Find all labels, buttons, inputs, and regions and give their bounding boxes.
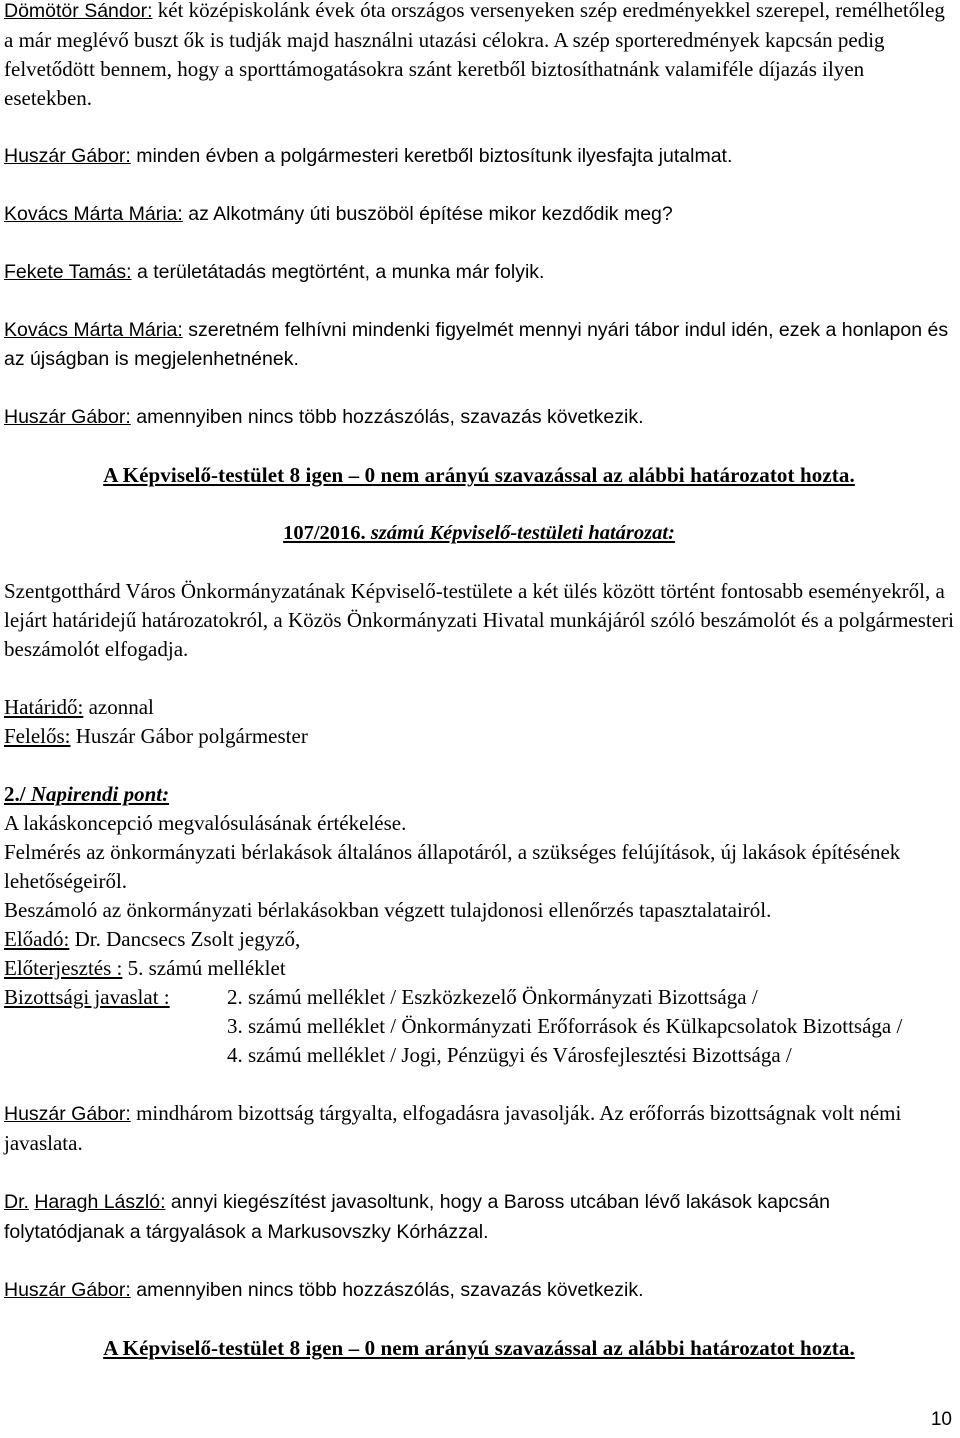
speaker-name: Fekete Tamás: <box>4 261 132 283</box>
paragraph-kovacs-1 <box>4 200 954 229</box>
agenda-committee <box>4 983 954 1012</box>
decision-number: 107/2016. <box>283 522 366 544</box>
paragraph-huszar-4 <box>4 1276 954 1305</box>
speaker-name: Kovács Márta Mária: <box>4 203 183 225</box>
speaker-name: Huszár Gábor: <box>4 406 131 428</box>
responsible-value: Huszár Gábor polgármester <box>70 724 308 748</box>
speech-text: szeretném felhívni mindenki figyelmét mennyi nyári tábor indul idén, ezek a honlapon és az újságban is megjelenhetnének. <box>4 319 949 370</box>
speech-text: mindhárom bizottság tárgyalta, elfogadásra javasolják. Az erőforrás bizottságnak volt némi javaslata. <box>4 1101 902 1155</box>
committee-item-1: 2. számú melléklet / Eszközkezelő Önkormányzati Bizottsága / <box>227 985 758 1009</box>
submission-label: Előterjesztés : <box>4 956 123 980</box>
speaker-name: Kovács Márta Mária: <box>4 319 183 341</box>
agenda-line-3: Beszámoló az önkormányzati bérlakásokban végzett tulajdonosi ellenőrzés tapasztalatairól. <box>4 898 772 922</box>
vote-result-2: A Képviselő-testület 8 igen – 0 nem arányú szavazással az alábbi határozatot hozta. <box>103 1336 855 1360</box>
speaker-name: Huszár Gábor: <box>4 1103 131 1125</box>
speech-text: amennyiben nincs több hozzászólás, szavazás következik. <box>130 406 644 428</box>
presenter-label: Előadó: <box>4 927 70 951</box>
agenda-presenter <box>4 925 954 954</box>
agenda-line-2: Felmérés az önkormányzati bérlakások általános állapotáról, a szükséges felújítások, új lakások építésének lehetőségeiről. <box>4 840 901 893</box>
speaker-name: Huszár Gábor: <box>4 1279 131 1301</box>
decision-title <box>4 519 954 548</box>
speech-text: két középiskolánk évek óta országos versenyeken szép eredményekkel szerepel, remélhetőleg a már meglévő buszt ők is tudják majd használni utazási célokra. A szép sporteredmények kapcsán pedig felvetődött bennem, hogy a sporttámogatásokra szánt keretből biztosíthatnánk valamiféle díjazás ilyen esetekben. <box>4 0 945 110</box>
document-page <box>4 0 954 1363</box>
decision-deadline <box>4 693 954 722</box>
paragraph-fekete <box>4 258 954 287</box>
agenda-number: 2./ <box>4 782 26 806</box>
agenda-submission <box>4 954 954 983</box>
paragraph-huszar-3 <box>4 1099 954 1158</box>
speech-text: annyi kiegészítést javasoltunk, hogy a Baross utcában lévő lakások kapcsán folytatódjanak a tárgyalások a Markusovszky Kórházzal. <box>4 1191 830 1243</box>
paragraph-huszar-2 <box>4 403 954 432</box>
responsible-label: Felelős: <box>4 724 71 748</box>
committee-label: Bizottsági javaslat : <box>4 985 170 1009</box>
committee-item-3: 4. számú melléklet / Jogi, Pénzügyi és Városfejlesztési Bizottsága / <box>227 1043 792 1067</box>
decision-text: Szentgotthárd Város Önkormányzatának Képviselő-testülete a két ülés között történt fontosabb eseményekről, a lejárt határidejű határozatokról, a Közös Önkormányzati Hivatal munkájáról szóló beszámolót és a polgármesteri beszámolót elfogadja. <box>4 579 954 661</box>
speech-text: amennyiben nincs több hozzászólás, szavazás következik. <box>130 1279 644 1301</box>
speaker-name: Haragh László: <box>34 1191 166 1213</box>
paragraph-domotor <box>4 0 954 113</box>
vote-result-1: A Képviselő-testület 8 igen – 0 nem arányú szavazással az alábbi határozatot hozta. <box>103 463 855 487</box>
agenda-heading-text: Napirendi pont: <box>25 782 170 806</box>
page-number: 10 <box>930 1409 952 1430</box>
committee-item-2: 3. számú melléklet / Önkormányzati Erőforrások és Külkapcsolatok Bizottsága / <box>227 1014 903 1038</box>
speech-text: az Alkotmány úti buszöböl építése mikor kezdődik meg? <box>182 203 673 225</box>
speech-text: minden évben a polgármesteri keretből biztosítunk ilyesfajta jutalmat. <box>130 145 733 167</box>
speaker-title: Dr. <box>4 1191 29 1213</box>
submission-value: 5. számú melléklet <box>122 956 286 980</box>
presenter-value: Dr. Dancsecs Zsolt jegyző, <box>69 927 301 951</box>
paragraph-kovacs-2 <box>4 316 954 374</box>
speech-text: a területátadás megtörtént, a munka már folyik. <box>131 261 545 283</box>
paragraph-haragh <box>4 1187 954 1247</box>
speaker-name: Dömötör Sándor: <box>4 0 153 22</box>
agenda-heading <box>4 780 954 809</box>
agenda-line-1: A lakáskoncepció megvalósulásának értékelése. <box>4 811 407 835</box>
deadline-label: Határidő: <box>4 695 84 719</box>
decision-title-text: számú Képviselő-testületi határozat: <box>365 522 675 544</box>
paragraph-huszar-1 <box>4 142 954 171</box>
deadline-value: azonnal <box>83 695 154 719</box>
decision-responsible <box>4 722 954 751</box>
speaker-name: Huszár Gábor: <box>4 145 131 167</box>
